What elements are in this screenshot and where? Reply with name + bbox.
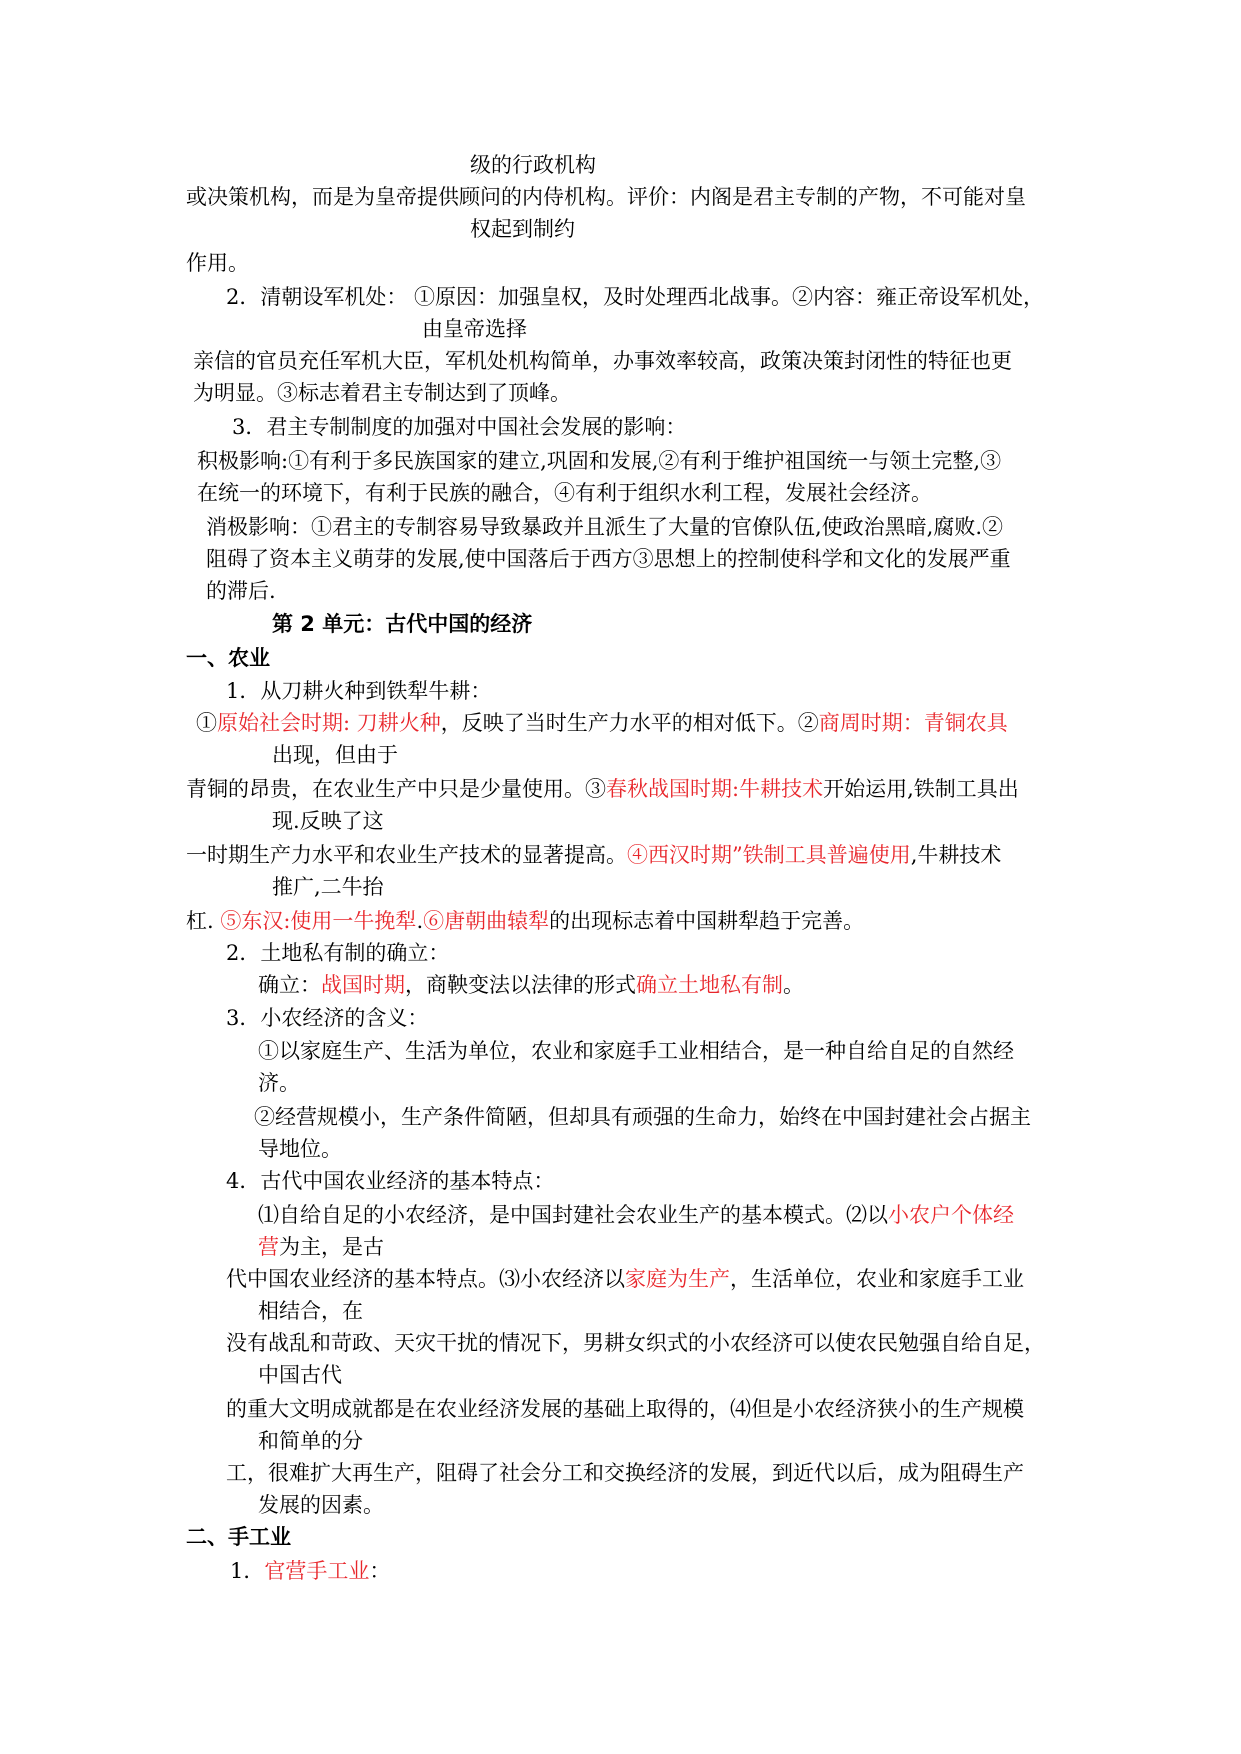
text-segment: 青铜的昂贵，在农业生产中只是少量使用。③ [186,777,606,801]
highlighted-text: ⑥唐朝曲辕犁 [423,909,550,933]
text-segment: ,牛耕技术 [910,843,1002,867]
text-line [470,150,596,180]
text-segment: ②经营规模小，生产条件简陋，但却具有顽强的生命力，始终在中国封建社会占据主 [254,1105,1031,1129]
text-segment: 确立： [258,973,321,997]
text-segment: 。 [783,973,804,997]
text-line [193,378,571,408]
text-segment: 济。 [258,1071,300,1095]
text-segment: 1． [230,1559,265,1583]
text-segment: 第 2 单元：古代中国的经济 [272,612,533,636]
text-segment: 推广,二牛抬 [272,875,384,899]
text-segment: ① [196,711,217,735]
highlighted-text: 家庭为生产 [625,1267,730,1291]
text-line [230,1556,390,1586]
text-line [186,840,1001,870]
text-segment: 2．土地私有制的确立： [226,941,450,965]
text-line [232,412,686,442]
text-segment: ⑴自给自足的小农经济，是中国封建社会农业生产的基本模式。⑵以 [258,1203,888,1227]
text-line [272,740,398,770]
text-segment: 1．从刀耕火种到铁犁牛耕： [226,679,492,703]
text-segment: 为主，是古 [279,1235,384,1259]
text-line [186,182,1026,212]
highlighted-text: 小农户个体经 [888,1203,1014,1227]
highlighted-text: ⑤东汉:使用一牛挽犁 [220,909,417,933]
text-line [272,806,384,836]
text-segment: 阻碍了资本主义萌芽的发展,使中国落后于西方③思想上的控制使科学和文化的发展严重 [206,547,1011,571]
text-segment: ，生活单位，农业和家庭手工业 [730,1267,1024,1291]
text-line [226,1264,1024,1294]
text-segment: 一时期生产力水平和农业生产技术的显著提高。 [186,843,627,867]
text-segment: 的重大文明成就都是在农业经济发展的基础上取得的，⑷但是小农经济狭小的生产规模 [226,1397,1024,1421]
text-segment: 现.反映了这 [272,809,384,833]
text-segment: 消极影响：①君主的专制容易导致暴政并且派生了大量的官僚队伍,使政治黑暗,腐败.② [206,515,1004,539]
section-heading [186,643,270,673]
text-line [226,1458,1024,1488]
section-heading [272,609,532,639]
text-segment: 相结合，在 [258,1299,363,1323]
section-heading [186,1522,291,1552]
text-segment: ，反映了当时生产力水平的相对低下。② [440,711,819,735]
text-segment: 权起到制约 [470,217,575,241]
text-line [258,1134,342,1164]
highlighted-text: 营 [258,1235,279,1259]
text-line [258,1296,363,1326]
text-segment: 一、农业 [186,646,270,670]
text-line [196,708,1008,738]
text-segment: 没有战乱和苛政、天灾干扰的情况下，男耕女织式的小农经济可以使农民勉强自给自足， [226,1331,1045,1355]
text-line [206,512,1003,542]
highlighted-text: 春秋战国时期:牛耕技术 [606,777,824,801]
text-line [226,1166,554,1196]
text-segment: 3．君主专制制度的加强对中国社会发展的影响： [232,415,687,439]
text-line [272,872,384,902]
highlighted-text: 官营手工业 [264,1559,370,1583]
text-line [258,1200,1014,1230]
text-line [206,576,276,606]
text-line [226,938,449,968]
text-line [258,1426,363,1456]
text-segment: 杠. [186,909,221,933]
text-segment: 工，很难扩大再生产，阻碍了社会分工和交换经济的发展，到近代以后，成为阻碍生产 [226,1461,1024,1485]
text-segment: ，商鞅变法以法律的形式 [405,973,636,997]
text-line [197,478,932,508]
text-segment: ①以家庭生产、生活为单位，农业和家庭手工业相结合，是一种自给自足的自然经 [258,1039,1014,1063]
text-line [186,906,864,936]
text-line [193,346,1012,376]
text-segment: 作用。 [186,251,249,275]
text-segment: 在统一的环境下，有利于民族的融合，④有利于组织水利工程，发展社会经济。 [197,481,932,505]
highlighted-text: 战国时期 [321,973,405,997]
text-segment: 由皇帝选择 [422,317,527,341]
text-line [258,970,804,1000]
text-segment: ： [369,1559,391,1583]
text-segment: 导地位。 [258,1137,342,1161]
text-line [226,1394,1024,1424]
text-line [258,1036,1014,1066]
text-line [422,314,527,344]
text-segment: 3．小农经济的含义： [226,1006,429,1030]
text-segment: 的滞后. [206,579,276,603]
highlighted-text: 确立土地私有制 [636,973,783,997]
text-segment: 出现，但由于 [272,743,398,767]
text-segment: 亲信的官员充任军机大臣，军机处机构简单，办事效率较高，政策决策封闭性的特征也更 [193,349,1012,373]
text-line [258,1068,300,1098]
text-segment: 和简单的分 [258,1429,363,1453]
text-segment: 为明显。③标志着君主专制达到了顶峰。 [193,381,571,405]
text-line [226,1328,1045,1358]
text-line [258,1490,384,1520]
text-line [254,1102,1031,1132]
text-segment: 积极影响:①有利于多民族国家的建立,巩固和发展,②有利于维护祖国统一与领土完整,③ [197,449,1002,473]
text-line [226,676,491,706]
text-line [226,282,1044,312]
text-line [470,214,575,244]
text-line [186,774,1019,804]
text-line [258,1232,384,1262]
text-segment: 二、手工业 [186,1525,291,1549]
text-segment: 4．古代中国农业经济的基本特点： [226,1169,555,1193]
text-segment: 2．清朝设军机处： ①原因：加强皇权，及时处理西北战事。②内容：雍正帝设军机处， [226,285,1045,309]
text-line [258,1360,342,1390]
text-line [186,248,249,278]
text-segment: . [416,909,424,933]
text-segment: 开始运用,铁制工具出 [823,777,1019,801]
text-line [206,544,1011,574]
text-segment: 级的行政机构 [470,153,596,177]
highlighted-text: 原始社会时期: 刀耕火种 [217,711,441,735]
text-segment: 的出现标志着中国耕犁趋于完善。 [549,909,865,933]
highlighted-text: ④西汉时期”铁制工具普遍使用 [627,843,911,867]
text-segment: 发展的因素。 [258,1493,384,1517]
text-segment: 或决策机构，而是为皇帝提供顾问的内侍机构。评价：内阁是君主专制的产物，不可能对皇 [186,185,1026,209]
highlighted-text: 商周时期：青铜农具 [818,711,1008,735]
text-line [197,446,1001,476]
text-segment: 中国古代 [258,1363,342,1387]
text-line [226,1003,428,1033]
text-segment: 代中国农业经济的基本特点。⑶小农经济以 [226,1267,625,1291]
